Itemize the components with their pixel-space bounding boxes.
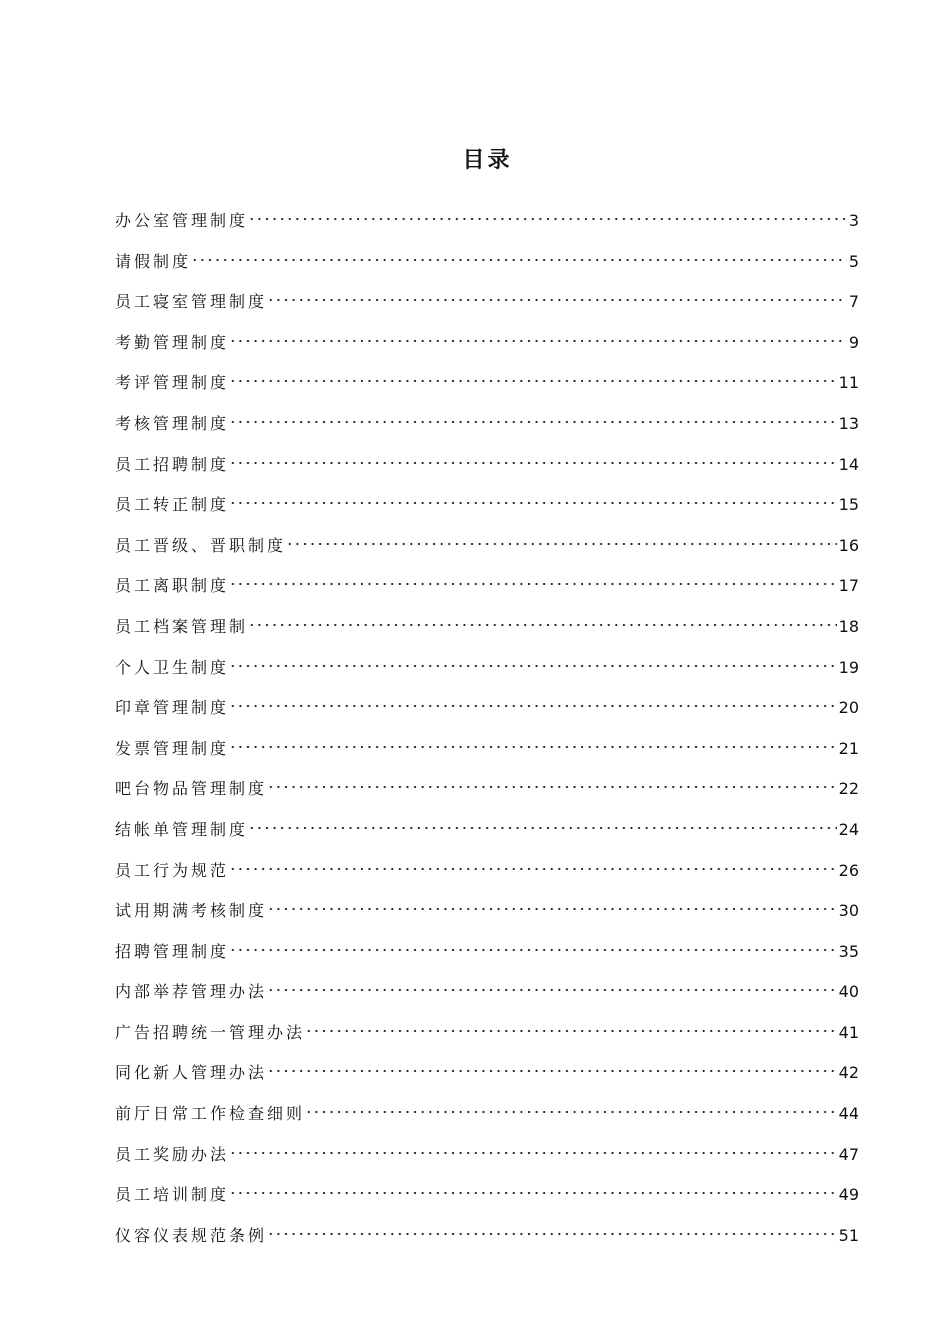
toc-dot-leader	[229, 399, 837, 429]
toc-entry[interactable]	[115, 440, 859, 481]
toc-entry-label: 广告招聘统一管理办法	[115, 1022, 306, 1042]
toc-entry[interactable]	[115, 1211, 859, 1252]
toc-entry-page-number: 44	[838, 1104, 859, 1124]
toc-entry-page-number: 3	[848, 211, 859, 230]
toc-dot-leader	[229, 561, 837, 591]
toc-entry-page-number: 40	[838, 982, 859, 1002]
toc-entry-label: 员工寝室管理制度	[115, 292, 268, 312]
toc-entry[interactable]	[115, 927, 859, 968]
toc-dot-leader	[267, 764, 837, 794]
toc-entry-label: 员工招聘制度	[115, 454, 230, 474]
toc-entry-page-number: 15	[838, 495, 859, 515]
toc-entry-page-number: 22	[838, 779, 859, 799]
toc-entry[interactable]	[115, 399, 859, 440]
toc-dot-leader	[229, 1170, 837, 1200]
toc-entry-page-number: 35	[838, 941, 859, 961]
toc-entry[interactable]	[115, 277, 859, 318]
toc-entry-page-number: 26	[838, 860, 859, 880]
toc-entry-label: 吧台物品管理制度	[115, 779, 268, 799]
toc-dot-leader	[229, 846, 837, 876]
toc-dot-leader	[305, 1008, 837, 1038]
toc-entry-label: 试用期满考核制度	[115, 901, 268, 921]
toc-entry-label: 员工培训制度	[115, 1185, 230, 1205]
toc-entry-label: 招聘管理制度	[115, 941, 230, 961]
toc-entry-label: 员工行为规范	[115, 860, 230, 880]
toc-entry-page-number: 49	[838, 1185, 859, 1205]
toc-entry-label: 员工离职制度	[115, 576, 230, 596]
toc-entry-page-number: 11	[838, 373, 859, 393]
toc-entry-label: 员工晋级、晋职制度	[115, 535, 287, 555]
toc-entry-page-number: 41	[838, 1022, 859, 1042]
toc-entry[interactable]	[115, 480, 859, 521]
toc-entry-label: 个人卫生制度	[115, 657, 230, 677]
toc-entry-label: 前厅日常工作检查细则	[115, 1104, 306, 1124]
toc-dot-leader	[267, 967, 837, 997]
toc-dot-leader	[229, 358, 837, 388]
toc-dot-leader	[267, 1211, 837, 1241]
toc-entry-page-number: 17	[838, 576, 859, 596]
toc-entry-label: 考核管理制度	[115, 413, 230, 433]
toc-entry-label: 仪容仪表规范条例	[115, 1225, 268, 1245]
toc-entry-label: 员工奖励办法	[115, 1144, 230, 1164]
toc-dot-leader	[267, 1048, 837, 1078]
toc-entry-page-number: 47	[838, 1144, 859, 1164]
toc-entry[interactable]	[115, 967, 859, 1008]
toc-entry[interactable]	[115, 521, 859, 562]
toc-dot-leader	[229, 1130, 837, 1160]
toc-entry[interactable]	[115, 561, 859, 602]
toc-dot-leader	[286, 521, 837, 551]
toc-dot-leader	[267, 277, 847, 307]
toc-dot-leader	[248, 196, 847, 226]
toc-entry-page-number: 7	[848, 292, 859, 312]
toc-entry[interactable]	[115, 1008, 859, 1049]
toc-entry[interactable]	[115, 643, 859, 684]
toc-entry-page-number: 21	[838, 738, 859, 758]
toc-entry-label: 考勤管理制度	[115, 332, 230, 352]
toc-entry[interactable]	[115, 318, 859, 359]
toc-entry-page-number: 16	[838, 535, 859, 555]
toc-entry-page-number: 14	[838, 454, 859, 474]
toc-entry-page-number: 13	[838, 413, 859, 433]
toc-entry[interactable]	[115, 1170, 859, 1211]
toc-dot-leader	[229, 724, 837, 754]
toc-entry-label: 同化新人管理办法	[115, 1063, 268, 1083]
toc-entry-label: 结帐单管理制度	[115, 819, 249, 839]
toc-entry-label: 员工转正制度	[115, 495, 230, 515]
toc-entry-label: 印章管理制度	[115, 698, 230, 718]
toc-entry-label: 考评管理制度	[115, 373, 230, 393]
toc-dot-leader	[229, 683, 837, 713]
toc-entry[interactable]	[115, 1048, 859, 1089]
toc-entry[interactable]	[115, 846, 859, 887]
toc-entry-label: 发票管理制度	[115, 738, 230, 758]
toc-entry[interactable]	[115, 886, 859, 927]
toc-dot-leader	[305, 1089, 837, 1119]
toc-entry-label: 请假制度	[115, 251, 192, 271]
toc-entry-page-number: 18	[838, 616, 859, 636]
toc-entry[interactable]	[115, 358, 859, 399]
toc-entry[interactable]	[115, 1089, 859, 1130]
toc-entry-page-number: 9	[848, 332, 859, 352]
toc-dot-leader	[267, 886, 837, 916]
toc-dot-leader	[229, 927, 837, 957]
toc-entry-label: 员工档案管理制	[115, 616, 249, 636]
toc-title: 目录	[462, 148, 513, 173]
toc-entry[interactable]	[115, 683, 859, 724]
toc-entry[interactable]	[115, 237, 859, 278]
toc-entry-label: 内部举荐管理办法	[115, 982, 268, 1002]
toc-entry[interactable]	[115, 196, 859, 237]
toc-entry[interactable]	[115, 602, 859, 643]
toc-entry-page-number: 51	[838, 1225, 859, 1245]
toc-dot-leader	[229, 643, 837, 673]
toc-entry-label: 办公室管理制度	[115, 211, 249, 230]
toc-dot-leader	[248, 602, 837, 632]
toc-entry-page-number: 19	[838, 657, 859, 677]
toc-entry[interactable]	[115, 805, 859, 846]
toc-entry-page-number: 20	[838, 698, 859, 718]
toc-entry-page-number: 5	[848, 251, 859, 271]
toc-dot-leader	[248, 805, 837, 835]
toc-dot-leader	[229, 440, 837, 470]
toc-entry[interactable]	[115, 764, 859, 805]
toc-dot-leader	[229, 318, 847, 348]
toc-entry[interactable]	[115, 724, 859, 765]
toc-dot-leader	[229, 480, 837, 510]
toc-entry[interactable]	[115, 1130, 859, 1171]
toc-dot-leader	[191, 237, 847, 267]
toc-entry-page-number: 24	[838, 819, 859, 839]
toc-list	[115, 196, 859, 1251]
toc-entry-page-number: 42	[838, 1063, 859, 1083]
toc-entry-page-number: 30	[838, 901, 859, 921]
